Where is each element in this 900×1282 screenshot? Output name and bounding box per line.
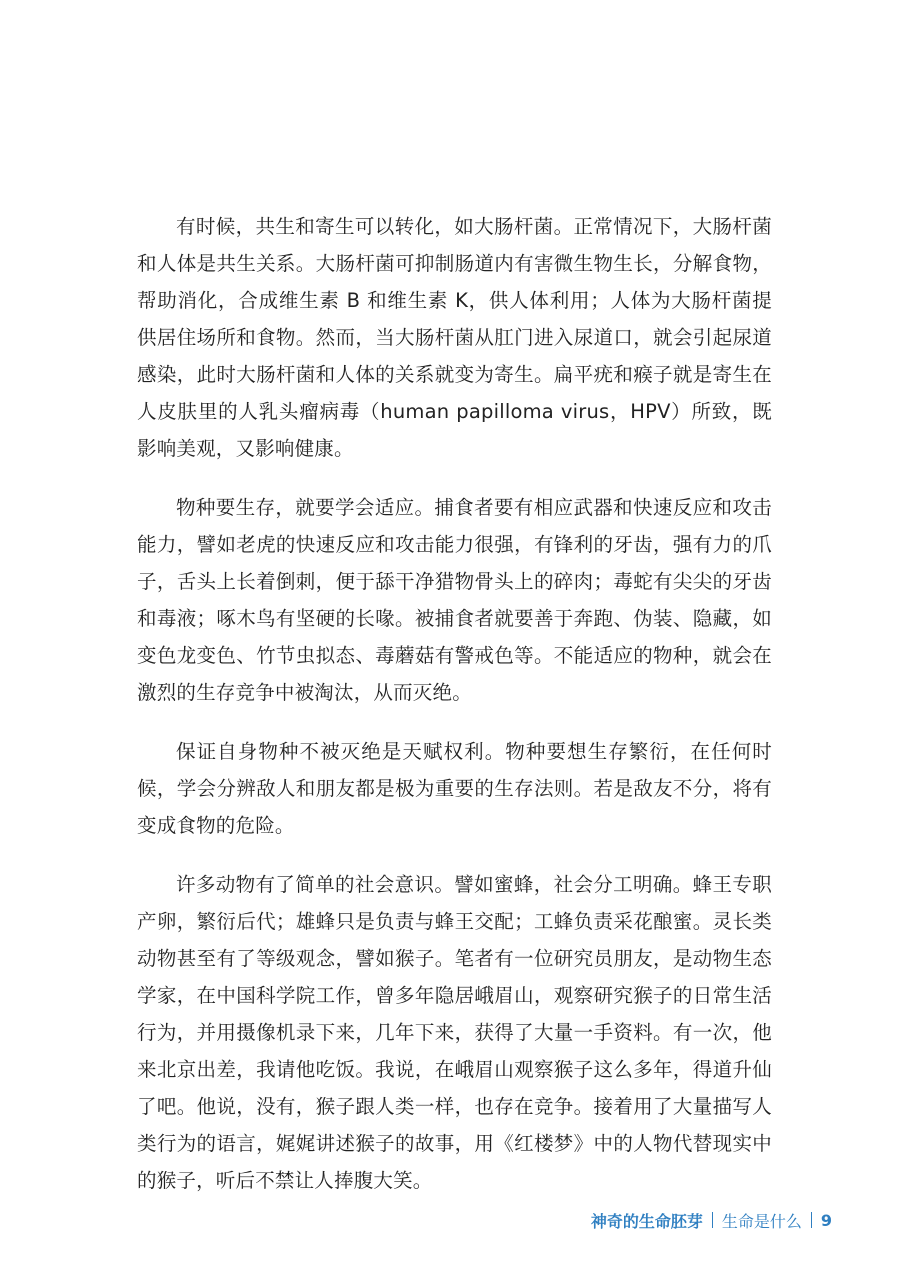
footer-divider (811, 1212, 812, 1228)
footer-divider (712, 1212, 713, 1228)
footer-section-title: 生命是什么 (721, 1211, 802, 1231)
page-footer (591, 1208, 832, 1232)
paragraph-1: 有时候，共生和寄生可以转化，如大肠杆菌。正常情况下，大肠杆菌和人体是共生关系。大肠杆菌可抑制肠道内有害微生物生长，分解食物，帮助消化，合成维生素 B 和维生素 K，供人体利用；人体为大肠杆菌提供居住场所和食物。然而，当大肠杆菌从肛门进入尿道口，就会引起尿道感染，此时大肠杆菌和人体的关系就变为寄生。扁平疣和瘊子就是寄生在人皮肤里的人乳头瘤病毒（human papilloma virus，HPV）所致，既影响美观，又影响健康。 (137, 215, 772, 460)
paragraph-4: 许多动物有了简单的社会意识。譬如蜜蜂，社会分工明确。蜂王专职产卵，繁衍后代；雄蜂只是负责与蜂王交配；工蜂负责采花酿蜜。灵长类动物甚至有了等级观念，譬如猴子。笔者有一位研究员朋友，是动物生态学家，在中国科学院工作，曾多年隐居峨眉山，观察研究猴子的日常生活行为，并用摄像机录下来，几年下来，获得了大量一手资料。有一次，他来北京出差，我请他吃饭。我说，在峨眉山观察猴子这么多年，得道升仙了吧。他说，没有，猴子跟人类一样，也存在竞争。接着用了大量描写人类行为的语言，娓娓讲述猴子的故事，用《红楼梦》中的人物代替现实中的猴子，听后不禁让人捧腹大笑。 (137, 873, 772, 1192)
footer-book-title: 神奇的生命胚芽 (590, 1211, 703, 1231)
paragraph-3: 保证自身物种不被灭绝是天赋权利。物种要想生存繁衍，在任何时候，学会分辨敌人和朋友都是极为重要的生存法则。若是敌友不分，将有变成食物的危险。 (137, 740, 772, 837)
body-text (137, 208, 772, 1221)
page-number: 9 (820, 1210, 832, 1230)
paragraph-2: 物种要生存，就要学会适应。捕食者要有相应武器和快速反应和攻击能力，譬如老虎的快速反应和攻击能力很强，有锋利的牙齿，强有力的爪子，舌头上长着倒刺，便于舔干净猎物骨头上的碎肉；毒蛇有尖尖的牙齿和毒液；啄木鸟有坚硬的长喙。被捕食者就要善于奔跑、伪装、隐藏，如变色龙变色、竹节虫拟态、毒蘑菇有警戒色等。不能适应的物种，就会在激烈的生存竞争中被淘汰，从而灭绝。 (137, 496, 772, 704)
